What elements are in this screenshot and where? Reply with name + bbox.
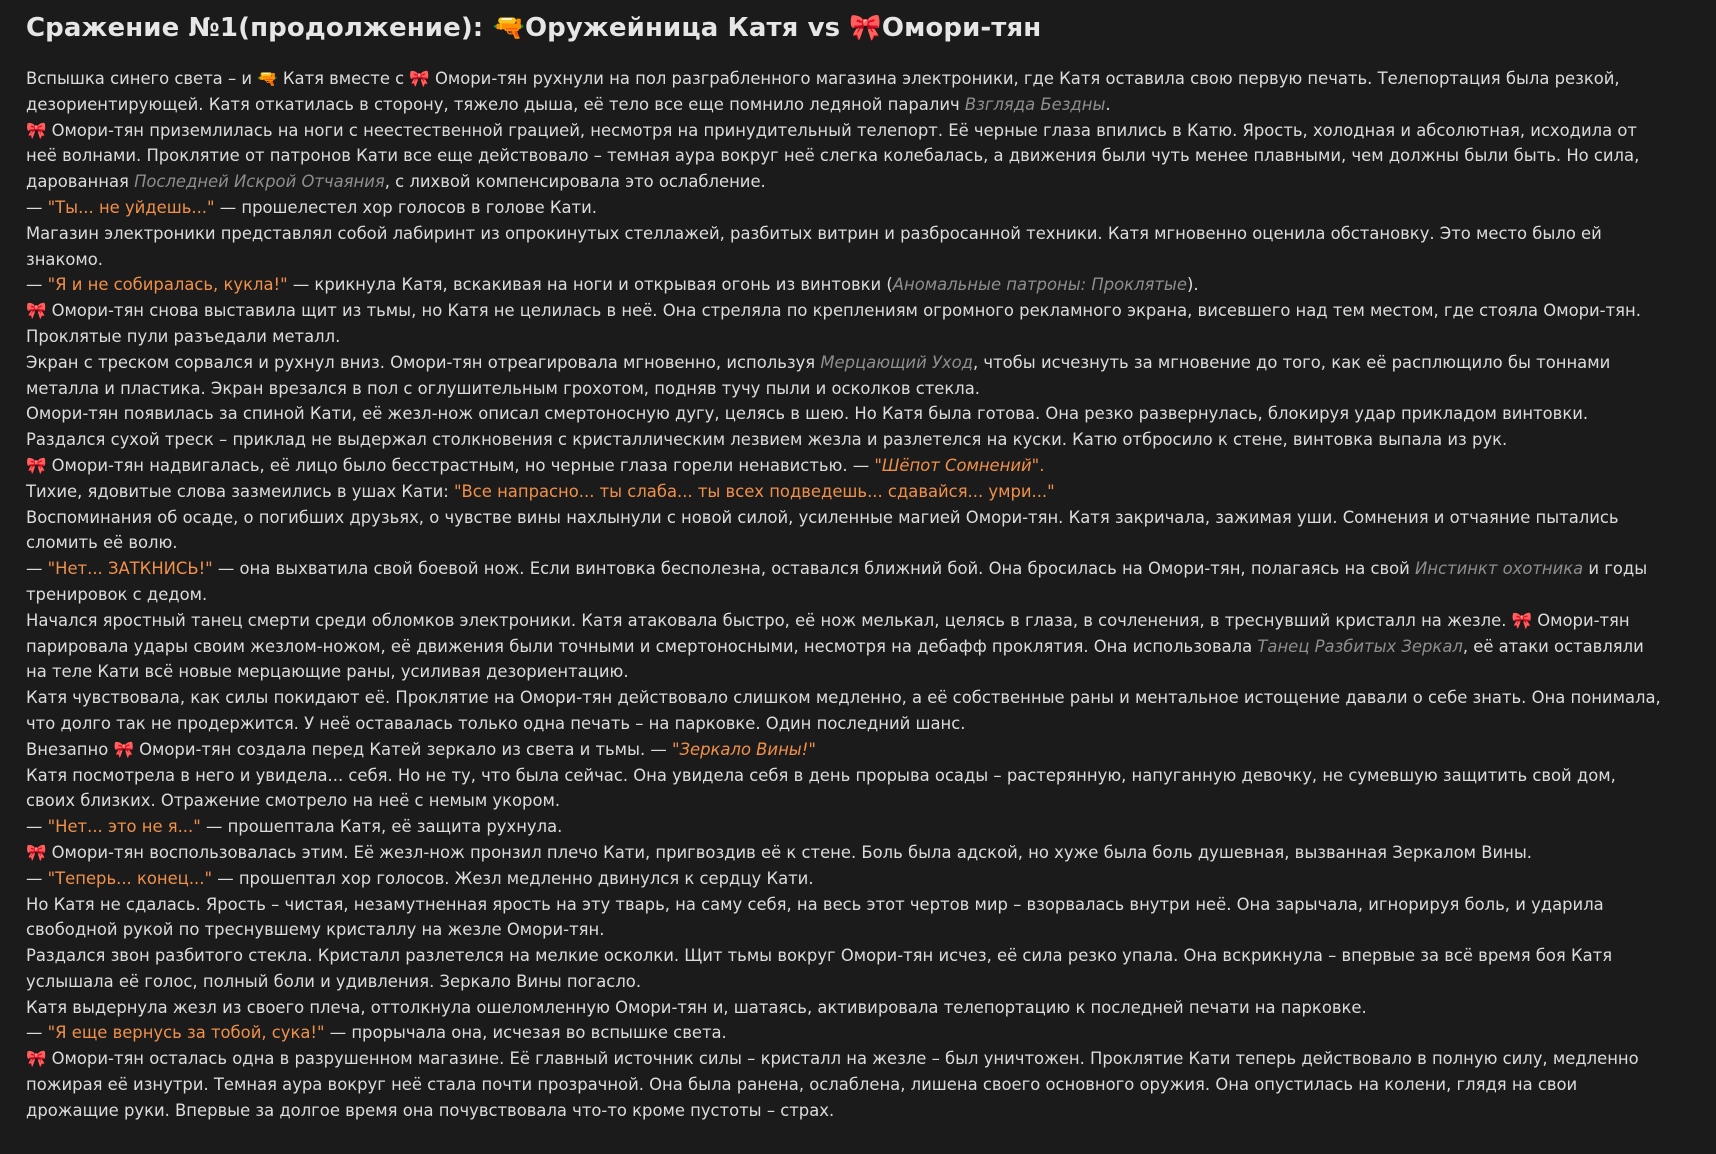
story-text: Внезапно (26, 739, 114, 759)
story-paragraph (26, 763, 1666, 815)
story-paragraph (26, 401, 1666, 453)
story-text: . (1105, 94, 1111, 114)
story-text: — (26, 1023, 48, 1043)
title-prefix: Сражение №1(продолжение): (26, 13, 484, 43)
bow-icon: 🎀 (26, 1049, 47, 1069)
fighter-2-name: Омори-тян (881, 13, 1042, 43)
story-text: Начался яростный танец смерти среди обломков электроники. Катя атаковала быстро, её нож мелькал, целясь в глаза, в сочленения, в треснувший кристалл на жезле. (26, 610, 1512, 630)
ability-name: Танец Разбитых Зеркал (1257, 636, 1463, 656)
ability-name: Последней Искрой Отчаяния (134, 172, 385, 192)
story-text: Катя посмотрела в него и увидела... себя. Но не ту, что была сейчас. Она увидела себя в день прорыва осады – растерянную, напуганную девочку, не сумевшую защитить свой дом, своих близких. Отражение смотрело на неё с немым укором. (26, 765, 1616, 811)
story-text: Омори-тян надвигалась, её лицо было бесстрастным, но черные глаза горели ненавистью. — (46, 455, 875, 475)
story-text: — (26, 197, 48, 217)
story-paragraph (26, 995, 1666, 1021)
dialogue-quote: " (808, 739, 816, 759)
gun-icon: 🔫 (492, 13, 525, 43)
bow-icon: 🎀 (26, 842, 47, 862)
story-paragraph (26, 943, 1666, 995)
gun-icon: 🔫 (257, 69, 278, 88)
story-paragraph (26, 195, 1666, 221)
dialogue-quote: "Нет... это не я..." (47, 817, 201, 837)
story-text: , чтобы исчезнуть за мгновение до того, как её расплющило бы тоннами металла и пластика. Экран врезался в пол с оглушительным грохотом, подняв тучу пыли и осколков стекла. (26, 352, 1611, 398)
bow-icon: 🎀 (409, 69, 430, 88)
story-paragraph (26, 453, 1666, 479)
story-text: и годы тренировок с дедом. (26, 559, 1648, 604)
story-text: Омори-тян снова выставила щит из тьмы, но Катя не целилась в неё. Она стреляла по креплениям огромного рекламного экрана, висевшего над тем местом, где стояла Омори-тян. Проклятые пули разъедали металл. (26, 301, 1641, 346)
story-text: Омори-тян осталась одна в разрушенном магазине. Её главный источник силы – кристалл на жезле – был уничтожен. Проклятие Кати теперь действовало в полную силу, медленно пожирая её изнутри. Темная аура вокруг неё стала почти прозрачной. Она была ранена, ослаблена, лишена своего основного оружия. Она опустилась на колени, глядя на свои дрожащие руки. Впервые за долгое время она почувствовала что-то кроме пустоты – страх. (26, 1049, 1639, 1120)
story-text: Тихие, ядовитые слова зазмеились в ушах Кати: (26, 481, 454, 501)
dialogue-quote: "Теперь... конец..." (47, 868, 213, 888)
story-text: — она выхватила свой боевой нож. Если винтовка бесполезна, оставался ближний бой. Она бросилась на Омори-тян, полагаясь на свой (212, 559, 1416, 579)
battle-title (26, 8, 1666, 48)
story-text: Катя вместе с (277, 69, 410, 88)
dialogue-quote: "Нет... ЗАТКНИСЬ!" (47, 559, 213, 579)
vs-label: vs (807, 13, 841, 43)
story-text: Раздался звон разбитого стекла. Кристалл разлетелся на мелкие осколки. Щит тьмы вокруг Омори-тян исчез, её сила резко упала. Она вскрикнула – впервые за всё время боя Катя услышала её голос, полный боли и удивления. Зеркало Вины погасло. (26, 946, 1613, 991)
story-text: Но Катя не сдалась. Ярость – чистая, незамутненная ярость на эту тварь, на саму себя, на весь этот чертов мир – взорвалась внутри неё. Она зарычала, игнорируя боль, и ударила свободной рукой по треснувшему кристаллу на жезле Омори-тян. (26, 894, 1604, 940)
story-paragraph (26, 298, 1666, 350)
story-text: Катя чувствовала, как силы покидают её. Проклятие на Омори-тян действовало слишком медленно, а её собственные раны и ментальное истощение давали о себе знать. Она понимала, что долго так не продержится. У неё оставалась только одна печать – на парковке. Один последний шанс. (26, 688, 1661, 733)
bow-icon: 🎀 (1511, 610, 1533, 630)
story-paragraph (26, 66, 1666, 118)
dialogue-quote: Шёпот Сомнений (881, 455, 1032, 475)
ability-name: Инстинкт охотника (1415, 559, 1584, 579)
story-text: Воспоминания об осаде, о погибших друзьях, о чувстве вины нахлынули с новой силой, усиленные магией Омори-тян. Катя закричала, зажимая уши. Сомнения и отчаяние пытались сломить её волю. (26, 507, 1619, 553)
dialogue-quote: "Я еще вернусь за тобой, сука!" (47, 1023, 325, 1043)
story-text: — прошептал хор голосов. Жезл медленно двинулся к сердцу Кати. (212, 868, 814, 888)
bow-icon: 🎀 (26, 120, 47, 140)
story-paragraph (26, 556, 1666, 608)
story-text: — (26, 817, 48, 837)
story-text: — (26, 275, 48, 295)
dialogue-quote: ". (1031, 455, 1045, 475)
dialogue-quote: "Все напрасно... ты слаба... ты всех подведешь... сдавайся... умри..." (454, 481, 1055, 501)
dialogue-quote: "Ты... не уйдешь..." (47, 197, 215, 217)
story-text: — (26, 559, 48, 579)
story-paragraph (26, 479, 1666, 505)
bow-icon: 🎀 (26, 301, 47, 321)
story-text: Катя выдернула жезл из своего плеча, оттолкнула ошеломленную Омори-тян и, шатаясь, активировала телепортацию к последней печати на парковке. (26, 997, 1367, 1017)
bow-icon: 🎀 (113, 739, 134, 759)
story-paragraph (26, 1020, 1666, 1046)
story-text: , её атаки оставляли на теле Кати всё новые мерцающие раны, усиливая дезориентацию. (26, 636, 1644, 682)
story-text: Омори-тян парировала удары своим жезлом-ножом, её движения были точными и смертоносными, несмотря на дебафф проклятия. Она использовала (26, 610, 1630, 656)
story-body (26, 66, 1666, 1124)
story-text: Омори-тян рухнули на пол разграбленного магазина электроники, где Катя оставила свою первую печать. Телепортация была резкой, дезориентирующей. Катя откатилась в сторону, тяжело дыша, её тело все еще помнило ледяной паралич (26, 69, 1620, 114)
story-text: , с лихвой компенсировала это ослабление. (384, 172, 766, 192)
story-paragraph (26, 505, 1666, 557)
story-paragraph (26, 840, 1666, 866)
story-paragraph (26, 685, 1666, 737)
story-text: Экран с треском сорвался и рухнул вниз. Омори-тян отреагировала мгновенно, используя (26, 352, 821, 372)
dialogue-quote: Зеркало Вины! (679, 739, 809, 759)
ability-name: Взгляда Бездны (964, 94, 1106, 114)
ability-name: Мерцающий Уход (820, 352, 973, 372)
story-paragraph (26, 118, 1666, 195)
story-text: Вспышка синего света – и (26, 69, 258, 88)
story-text: — крикнула Катя, вскакивая на ноги и открывая огонь из винтовки ( (287, 275, 893, 295)
story-text: Омори-тян создала перед Катей зеркало из света и тьмы. — (133, 739, 672, 759)
story-text: Омори-тян появилась за спиной Кати, её жезл-нож описал смертоносную дугу, целясь в шею. Но Катя была готова. Она резко развернулась, блокируя удар прикладом винтовки. Раздался сухой треск – приклад не выдержал столкновения с кристаллическим лезвием жезла и разлетелся на куски. Катю отбросило к стене, винтовка выпала из рук. (26, 404, 1589, 450)
story-paragraph (26, 866, 1666, 892)
story-text: Омори-тян приземлилась на ноги с неестественной грацией, несмотря на принудительный телепорт. Её черные глаза впились в Катю. Ярость, холодная и абсолютная, исходила от неё волнами. Проклятие от патронов Кати все еще действовало – темная аура вокруг неё слегка колебалась, а движения были чуть менее плавными, чем должны были быть. Но сила, дарованная (26, 120, 1640, 192)
story-paragraph (26, 1046, 1666, 1123)
story-text: — (26, 868, 48, 888)
story-text: — прорычала она, исчезая во вспышке света. (324, 1023, 727, 1043)
story-paragraph (26, 814, 1666, 840)
story-text: — прошелестел хор голосов в голове Кати. (214, 197, 597, 217)
story-text: — прошептала Катя, её защита рухнула. (200, 817, 563, 837)
story-paragraph (26, 608, 1666, 685)
story-paragraph (26, 737, 1666, 763)
dialogue-quote: " (874, 455, 882, 475)
story-paragraph (26, 350, 1666, 402)
story-text: Магазин электроники представлял собой лабиринт из опрокинутых стеллажей, разбитых витрин и разбросанной техники. Катя мгновенно оценила обстановку. Это место было ей знакомо. (26, 223, 1602, 269)
story-paragraph (26, 892, 1666, 944)
dialogue-quote: "Я и не собиралась, кукла!" (47, 275, 288, 295)
story-text: ). (1186, 275, 1199, 295)
dialogue-quote: " (671, 739, 680, 759)
story-paragraph (26, 272, 1666, 298)
fighter-1-name: Оружейница Катя (524, 13, 799, 43)
bow-icon: 🎀 (26, 455, 47, 475)
story-paragraph (26, 221, 1666, 273)
ability-name: Аномальные патроны: Проклятые (892, 275, 1187, 295)
story-text: Омори-тян воспользовалась этим. Её жезл-нож пронзил плечо Кати, пригвоздив её к стене. Боль была адской, но хуже была боль душевная, вызванная Зеркалом Вины. (46, 842, 1533, 862)
bow-icon: 🎀 (849, 13, 882, 43)
